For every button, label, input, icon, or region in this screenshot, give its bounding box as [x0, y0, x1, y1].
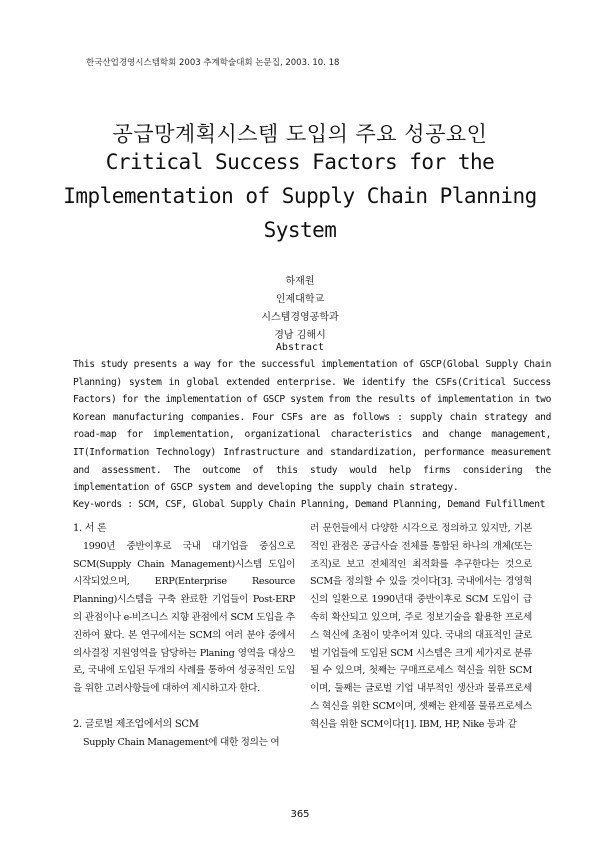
section1-title: 1. 서 론 [73, 523, 107, 534]
title-english: Critical Success Factors for the Implementation of Supply Chain Planning System [63, 150, 537, 242]
section2-paragraph: Supply Chain Management에 대한 정의는 여 [83, 736, 280, 748]
section1-paragraph: 1990년 중반이후로 국내 대기업을 중심으로 SCM(Supply Chain Management)시스템 도입이 시작되었으며, ERP(Enterprise Resource Planning)시스템을 구축 완료한 기업들이 Post-ERP의 관점이나 e-비즈니스 지향 관점에서 SCM 도입을 추진하여 왔다. 본 연구에서는 SCM의 여러 분야 중에서 의사결정 지원영역을 담당하는 Planing 영역을 대상으로, 국내에 도입된 두개의 사례를 통하여 성공적인 도입을 위한 고려사항들에 대하여 제시하고자 한다. [73, 540, 295, 695]
page-number: 365 [290, 809, 310, 820]
running-head: 한국산업경영시스템학회 2003 추계학술대회 논문집, 2003. 10. 18 [86, 58, 340, 68]
section2-title: 2. 글로벌 제조업에서의 SCM [73, 718, 199, 730]
abstract-text: This study presents a way for the successful implementation of GSCP(Global Supply Chain Planning) system in global extended enterprise. We identify the CSFs(Critical Success Factors) for the implementation of GSCP system from the results of implementation in two Korean manufacturing companies. Four CSFs are as follows : supply chain strategy and road-map for implementation, organizational characteristics and change management, IT(Information Technology) Infrastructure and standardization, performance measurement and assessment. The outcome of this study would help firms considering the implementation of GSCP system and developing the supply chain strategy. [73, 359, 551, 494]
right-column [310, 520, 532, 734]
right-column-paragraph: 러 문헌들에서 다양한 시각으로 정의하고 있지만, 기본적인 관점은 공급사슬 전체를 통합된 하나의 개체(또는 조직)로 보고 전체적인 최적화를 추구한다는 것으로 SCM을 정의할 수 있을 것이다[3]. 국내에서는 경영혁신의 일환으로 1990년대 중반이후로 SCM 도입이 급속히 확산되고 있으며, 주로 정보기술을 활용한 프로세스 혁신에 초점이 맞추어져 있다. 국내의 대표적인 글로벌 기업들에 도입된 SCM 시스템은 크게 세가지로 분류될 수 있으며, 첫째는 구매프로세스 혁신을 위한 SCM이며, 둘째는 글로벌 기업 내부적인 생산과 물류프로세스 혁신을 위한 SCM이며, 셋째는 완제품 물류프로세스 혁신을 위한 SCM이다[1]. IBM, HP, Nike 등과 같 [310, 523, 532, 730]
abstract-heading: Abstract [275, 342, 325, 353]
keywords: Key-words : SCM, CSF, Global Supply Chain Planning, Demand Planning, Demand Fulfillment [73, 499, 546, 510]
title-korean: 공급망계획시스템 도입의 주요 성공요인 [112, 122, 488, 146]
author-name: 하재원 [285, 276, 315, 287]
left-column [73, 520, 295, 752]
author-location: 경남 김해시 [274, 330, 326, 341]
author-affiliation-university: 인제대학교 [275, 294, 325, 305]
author-affiliation-department: 시스템경영공학과 [261, 312, 339, 323]
